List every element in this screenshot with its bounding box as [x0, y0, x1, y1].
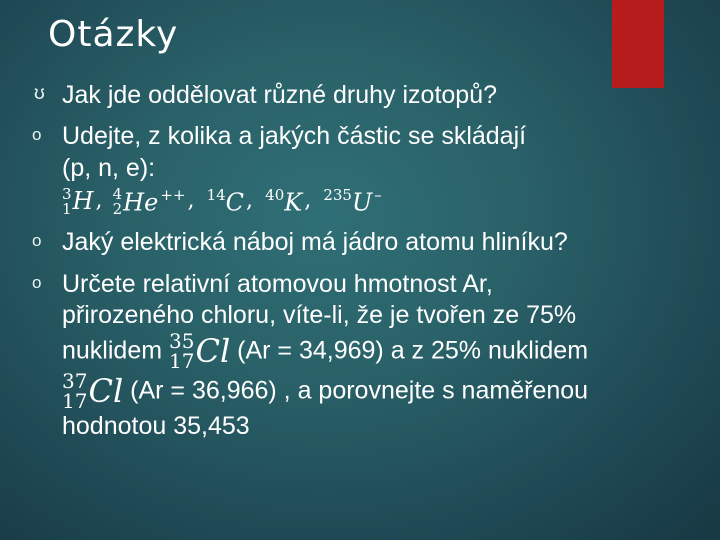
bullet-icon: o — [32, 125, 42, 145]
slide-title: Otázky — [48, 14, 179, 55]
question-3 — [32, 227, 692, 258]
question-list — [32, 80, 692, 452]
bullet-icon: ʊ — [34, 83, 45, 104]
question-text-cont: přirozeného chloru, víte-li, že je tvořen ze 75% — [62, 300, 577, 329]
question-1 — [32, 80, 692, 111]
question-text: Udejte, z kolika a jakých částic se skládají — [62, 122, 527, 151]
question-4 — [32, 269, 692, 443]
question-text-cont: 37 17 Cl (Ar = 36,966) , a porovnejte s naměřenou — [62, 369, 589, 414]
nuclide-cl37: 37 17 Cl — [62, 369, 124, 414]
question-text-cont: (p, n, e): — [62, 153, 156, 182]
nuclide-formulas: 3 1 H, 4 2 He ++, $^{14}$C, $^{40}$K, $^{235}$U – — [62, 184, 382, 219]
bullet-icon: o — [32, 272, 42, 292]
nuclide-u: $^{235}$U – — [323, 185, 382, 217]
nuclide-h: 3 1 H — [62, 184, 94, 218]
nuclide-k: $^{40}$K — [265, 185, 303, 217]
question-2 — [32, 121, 692, 217]
question-text: Jaký elektrická náboj má jádro atomu hliníku? — [62, 228, 568, 257]
nuclide-cl35: 35 17 Cl — [169, 329, 231, 374]
bullet-icon: o — [32, 231, 42, 251]
question-text-cont: hodnotou 35,453 — [62, 412, 250, 441]
question-text: Určete relativní atomovou hmotnost Ar, — [62, 269, 493, 298]
accent-bar — [612, 0, 664, 88]
question-text-cont: nuklidem 35 17 Cl (Ar = 34,969) a z 25% nuklidem — [62, 329, 589, 374]
question-text: Jak jde oddělovat různé druhy izotopů? — [62, 81, 498, 109]
nuclide-he: 4 2 He ++ — [112, 185, 186, 219]
nuclide-c: $^{14}$C — [206, 185, 245, 217]
